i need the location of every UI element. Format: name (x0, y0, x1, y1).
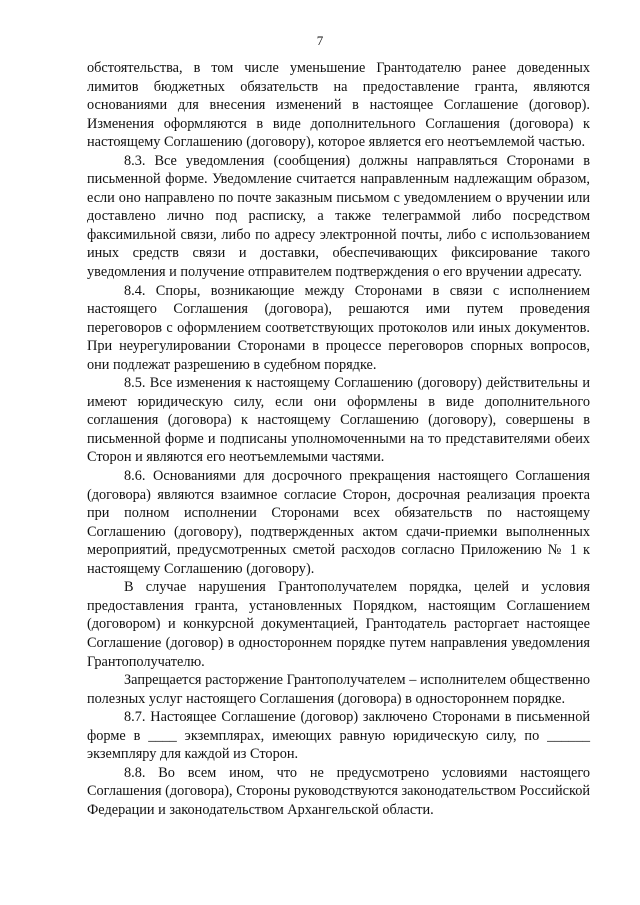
clause-8-8: 8.8. Во всем ином, что не предусмотрено условиями настоящего Соглашения (договора), Стороны руководствуются законодательством Российской Федерации и законодательством Архангельской области. (87, 764, 590, 818)
clause-8-7: 8.7. Настоящее Соглашение (договор) заключено Сторонами в письменной форме в ____ экземплярах, имеющих равную юридическую силу, по ______ экземпляру для каждой из Сторон. (87, 709, 590, 763)
termination-paragraph: В случае нарушения Грантополучателем порядка, целей и условия предоставления гранта, установленных Порядком, настоящим Соглашением (договором) и конкурсной документацией, Грантодатель расторгает настоящее Соглашение (договор) в одностороннем порядке путем направления уведомления Грантополучателю. (87, 579, 590, 670)
clause-8-3: 8.3. Все уведомления (сообщения) должны направляться Сторонами в письменной форме. Уведомление считается направленным надлежащим образом, если оно направлено по почте заказным письмом с уведомлением о вручении или доставлено лично под расписку, а также телеграммой либо посредством факсимильной связи, либо по адресу электронной почты, либо с использованием иных средств связи и доставки, обеспечивающих фиксирование такого уведомления и получение отправителем подтверждения о его вручении адресату. (87, 152, 590, 281)
clause-8-5: 8.5. Все изменения к настоящему Соглашению (договору) действительны и имеют юридическую силу, если они оформлены в виде дополнительного соглашения (договора) к настоящему Соглашению (договору), совершены в письменной форме и подписаны уполномоченными на то представителями обеих Сторон и являются его неотъемлемыми частями. (87, 375, 590, 466)
page-number: 7 (316, 33, 324, 48)
clause-8-4: 8.4. Споры, возникающие между Сторонами в связи с исполнением настоящего Соглашения (договора), решаются ими путем проведения переговоров с оформлением соответствующих протоколов или иных документов. При неурегулировании Сторонами в процессе переговоров спорных вопросов, они подлежат разрешению в судебном порядке. (87, 282, 590, 373)
agreement-text (87, 59, 590, 819)
prohibition-paragraph: Запрещается расторжение Грантополучателем – исполнителем общественно полезных услуг настоящего Соглашения (договора) в одностороннем порядке. (87, 672, 590, 707)
paragraph-continuation: обстоятельства, в том числе уменьшение Грантодателю ранее доведенных лимитов бюджетных обязательств на предоставление гранта, являются основаниями для внесения изменений в настоящее Соглашение (договор). Изменения оформляются в виде дополнительного Соглашения (договора) к настоящему Соглашению (договору), которое является его неотъемлемой частью. (87, 60, 590, 151)
clause-8-6: 8.6. Основаниями для досрочного прекращения настоящего Соглашения (договора) являются взаимное согласие Сторон, досрочная реализация проекта при полном исполнении Сторонами всех обязательств по настоящему Соглашению (договору), подтвержденных актом сдачи-приемки выполненных мероприятий, предусмотренных сметой расходов согласно Приложению № 1 к настоящему Соглашению (договору). (87, 468, 590, 577)
